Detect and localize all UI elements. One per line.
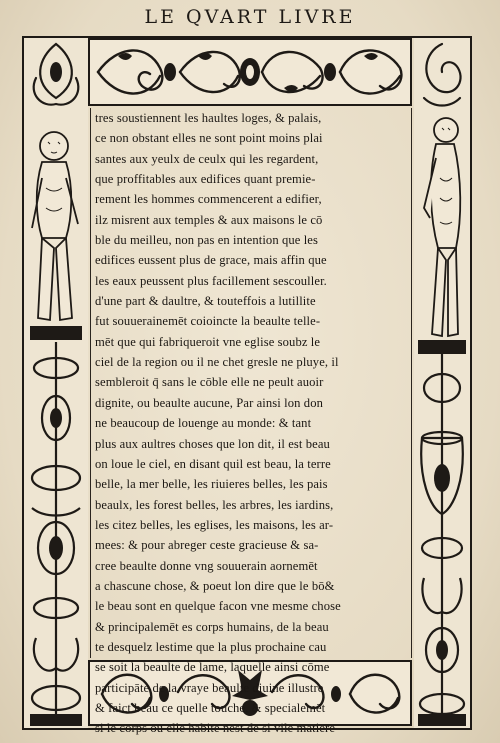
text-line: mēt que qui fabriqueroit vne eglise soubz le — [95, 334, 321, 349]
text-line: dignite, ou beaulte aucune, Par ainsi lon don — [95, 395, 323, 410]
text-line: rement les hommes commencerent a edifier, — [95, 192, 322, 207]
text-line: cree beaulte donne vng souuerain aornemēt — [95, 558, 318, 573]
left-figure-border — [24, 38, 88, 728]
text-line: sembleroit q̄ sans le cōble elle ne peult auoir — [95, 375, 324, 390]
text-line: les eaux peussent plus facillement sescouller. — [95, 273, 327, 288]
text-line: mees: & pour abreger ceste gracieuse & sa- — [95, 538, 319, 553]
text-line: & principalemēt es corps humains, de la beau — [95, 619, 329, 634]
text-line: ble du meilleu, non pas en intention que les — [95, 233, 318, 248]
text-line: le beau sont en quelque facon vne mesme chose — [95, 599, 341, 614]
text-line: tres soustiennent les haultes loges, & palais, — [95, 111, 322, 125]
text-line: ilz misrent aux temples & aux maisons le cō — [95, 212, 323, 227]
text-line: ne beaucoup de louenge au monde: & tant — [95, 416, 312, 431]
text-line: participāte de la vraye beaulte diuine illustre — [95, 680, 324, 695]
running-head: LE QVART LIVRE — [144, 6, 356, 28]
text-line: fut souuerainemēt coioincte la beaulte telle- — [95, 314, 321, 329]
text-line: si le corps ou elle habite nest de si vile matiere — [95, 721, 336, 736]
text-line: te desquelz lestime que la plus prochaine cau — [95, 639, 327, 654]
text-line: beaulx, les forest belles, les arbres, les iardins, — [95, 497, 334, 512]
text-line: les citez belles, les eglises, les maisons, les ar- — [95, 517, 334, 532]
text-line: a chascune chose, & poeut lon dire que le bō& — [95, 578, 335, 593]
text-line: se soit la beaulte de lame, laquelle ainsi cōme — [95, 660, 330, 675]
text-line: que proffitables aux edifices quant premie- — [95, 172, 316, 187]
right-figure-border — [414, 38, 470, 728]
text-line: edifices eussent plus de grace, mais affin que — [95, 253, 327, 268]
text-line: ce non obstant elles ne sont point moins plai — [95, 131, 323, 146]
body-text — [90, 108, 412, 736]
text-line: ciel de la region ou il ne chet gresle ne pluye, il — [95, 355, 339, 370]
text-line: d'une part & daultre, & touteffois a lutillite — [95, 294, 316, 309]
top-foliage-ornament — [88, 38, 412, 106]
text-line: plus aux aultres choses que lon dit, il est beau — [95, 436, 330, 451]
text-line: santes aux yeulx de ceulx qui les regardent, — [95, 151, 319, 166]
text-line: belle, la mer belle, les riuieres belles, les pais — [95, 477, 328, 492]
text-line: on loue le ciel, en disant quil est beau, la terre — [95, 456, 331, 471]
text-line: & faict beau ce quelle touche, & specialemēt — [95, 700, 326, 715]
